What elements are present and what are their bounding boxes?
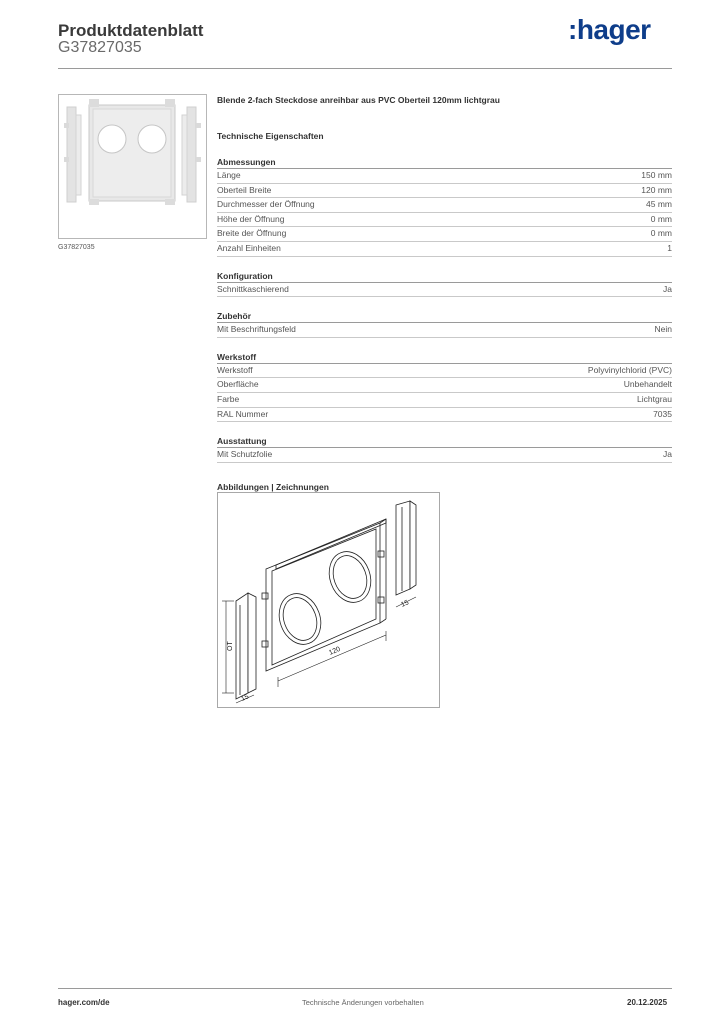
hager-logo: :hager [568,14,651,45]
property-row [217,393,672,408]
section-ausstattung [217,435,672,463]
property-row [217,227,672,242]
property-label: Höhe der Öffnung [217,213,285,224]
footer-divider [58,988,672,989]
property-value: Unbehandelt [623,379,672,390]
dim-label-width: 120 [328,645,342,657]
footer-date: 20.12.2025 [627,998,668,1007]
property-row [217,198,672,213]
property-value: Nein [654,324,672,335]
property-row [217,242,672,257]
section-konfiguration [217,270,672,298]
property-label: Breite der Öffnung [217,228,287,239]
header-divider [58,68,672,69]
property-row [217,448,672,463]
property-row [217,408,672,423]
property-value: 0 mm [650,213,672,224]
property-row [217,213,672,228]
product-description: Blende 2-fach Steckdose anreihbar aus PVC Oberteil 120mm lichtgrau [217,95,500,105]
property-value: 45 mm [646,199,672,210]
product-details [217,95,672,494]
product-image [58,94,207,239]
dim-label-height: OT [227,641,234,651]
property-label: Mit Schutzfolie [217,449,273,460]
property-row [217,169,672,184]
section-title: Werkstoff [217,351,672,364]
property-value: 0 mm [650,228,672,239]
property-value: 7035 [653,408,672,419]
article-number: G37827035 [58,39,142,56]
property-row [217,378,672,393]
property-value: Ja [663,449,672,460]
dim-label-side-right: 15 [400,599,410,609]
property-row [217,323,672,338]
property-label: Oberfläche [217,379,259,390]
property-value: 150 mm [641,170,672,180]
product-photo-graphic [59,95,206,238]
section-zubeh-r [217,310,672,338]
logo-text: hager [576,14,651,45]
property-row [217,184,672,199]
property-label: Schnittkaschierend [217,283,289,294]
section-title: Ausstattung [217,435,672,448]
property-label: Länge [217,170,241,180]
section-title: Zubehör [217,310,672,323]
property-sections [217,156,672,463]
property-value: Ja [663,283,672,294]
dim-label-side-left: 15 [240,693,250,703]
footer-notice: Technische Änderungen vorbehalten [302,998,424,1007]
tech-properties-heading: Technische Eigenschaften [217,131,324,141]
image-caption: G37827035 [58,244,95,251]
property-label: Mit Beschriftungsfeld [217,324,296,335]
property-row [217,283,672,298]
property-value: 1 [667,242,672,253]
section-abmessungen [217,156,672,257]
drawing-graphic [218,493,439,707]
figures-heading: Abbildungen | Zeichnungen [217,481,329,492]
property-label: Oberteil Breite [217,184,272,195]
property-label: RAL Nummer [217,408,269,419]
document-title: Produktdatenblatt [58,21,204,40]
section-werkstoff [217,351,672,422]
property-value: 120 mm [641,184,672,195]
property-label: Anzahl Einheiten [217,242,281,253]
property-value: Polyvinylchlorid (PVC) [587,364,672,375]
property-value: Lichtgrau [637,393,672,404]
property-row [217,364,672,379]
section-title: Konfiguration [217,270,672,283]
property-label: Werkstoff [217,364,253,375]
section-title: Abmessungen [217,156,672,169]
footer-website-link[interactable]: hager.com/de [58,998,110,1007]
property-label: Durchmesser der Öffnung [217,199,315,210]
property-label: Farbe [217,393,240,404]
technical-drawing [217,492,440,708]
